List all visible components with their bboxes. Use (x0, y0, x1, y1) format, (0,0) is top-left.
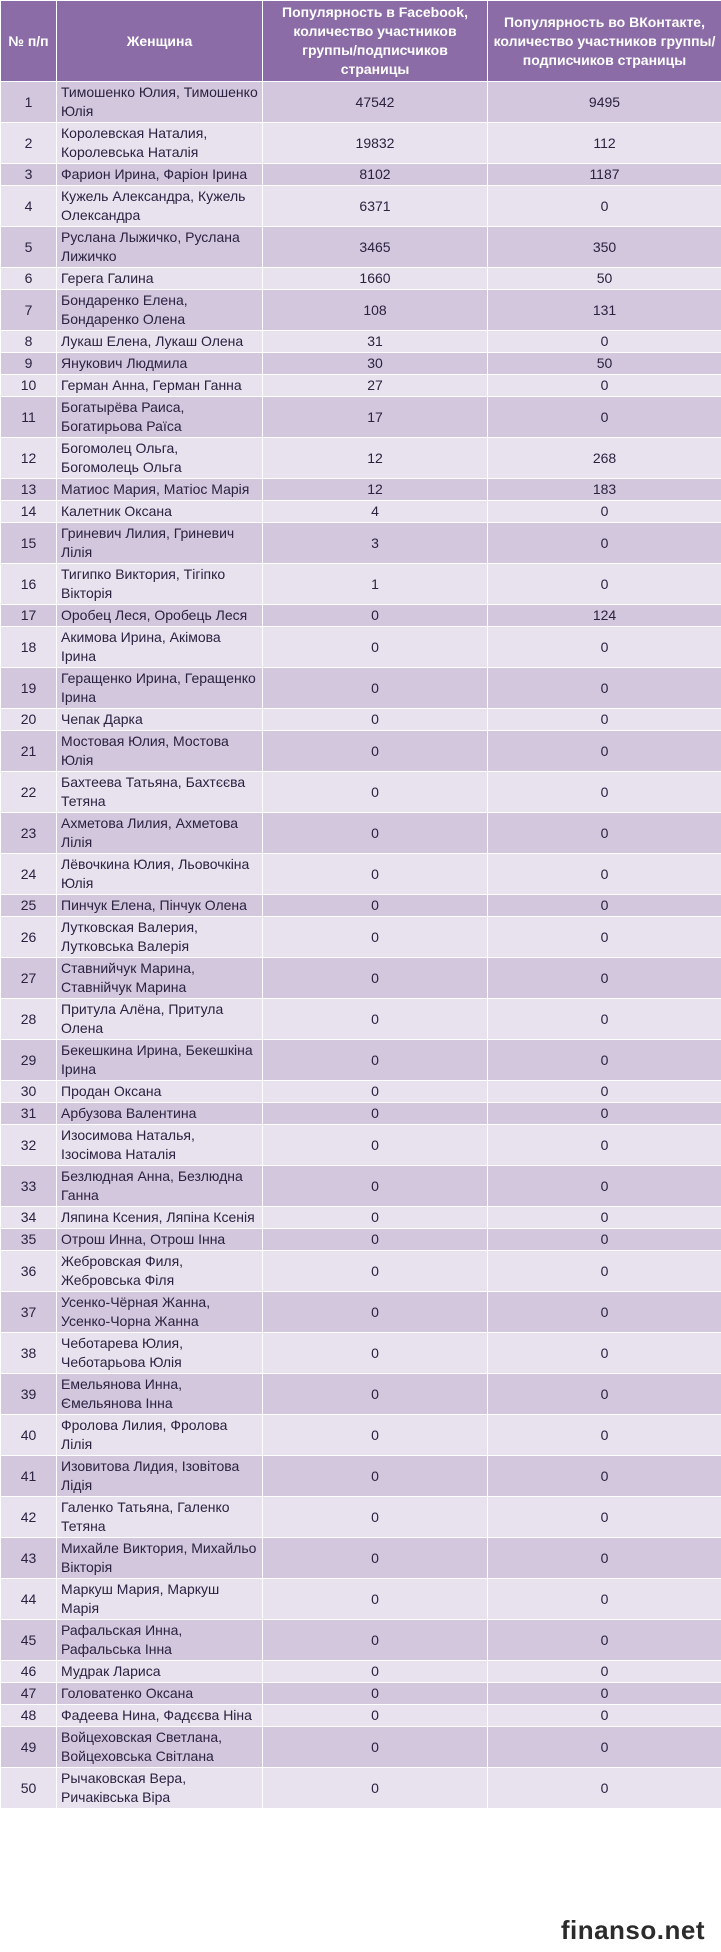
row-facebook-count: 3465 (263, 227, 488, 268)
row-number: 45 (1, 1620, 57, 1661)
row-vkontakte-count: 0 (488, 1538, 721, 1579)
row-facebook-count: 0 (263, 1125, 488, 1166)
row-vkontakte-count: 0 (488, 731, 721, 772)
row-vkontakte-count: 0 (488, 1251, 721, 1292)
row-facebook-count: 0 (263, 854, 488, 895)
row-woman-name: Лёвочкина Юлия, Льовочкіна Юлія (57, 854, 263, 895)
row-woman-name: Изосимова Наталья, Ізосімова Наталія (57, 1125, 263, 1166)
row-facebook-count: 0 (263, 1683, 488, 1705)
table-row (1, 854, 721, 895)
row-facebook-count: 0 (263, 895, 488, 917)
table-row (1, 397, 721, 438)
row-facebook-count: 0 (263, 1251, 488, 1292)
row-number: 41 (1, 1456, 57, 1497)
row-facebook-count: 0 (263, 1661, 488, 1683)
row-number: 16 (1, 564, 57, 605)
row-vkontakte-count: 0 (488, 772, 721, 813)
header-woman: Женщина (57, 1, 263, 82)
row-facebook-count: 0 (263, 917, 488, 958)
row-woman-name: Королевская Наталия, Королевська Наталія (57, 123, 263, 164)
row-facebook-count: 0 (263, 1333, 488, 1374)
row-facebook-count: 0 (263, 1374, 488, 1415)
header-vkontakte: Популярность во ВКонтакте, количество участников группы/подписчиков страницы (488, 1, 721, 82)
row-vkontakte-count: 0 (488, 1081, 721, 1103)
row-vkontakte-count: 0 (488, 1374, 721, 1415)
row-number: 30 (1, 1081, 57, 1103)
row-vkontakte-count: 0 (488, 813, 721, 854)
row-vkontakte-count: 0 (488, 1166, 721, 1207)
row-facebook-count: 3 (263, 523, 488, 564)
table-row (1, 668, 721, 709)
table-row (1, 1661, 721, 1683)
row-facebook-count: 0 (263, 772, 488, 813)
table-row (1, 1292, 721, 1333)
row-facebook-count: 30 (263, 353, 488, 375)
row-facebook-count: 31 (263, 331, 488, 353)
row-number: 37 (1, 1292, 57, 1333)
row-woman-name: Ахметова Лилия, Ахметова Лілія (57, 813, 263, 854)
table-row (1, 123, 721, 164)
row-number: 50 (1, 1768, 57, 1809)
row-woman-name: Бекешкина Ирина, Бекешкіна Ірина (57, 1040, 263, 1081)
row-woman-name: Янукович Людмила (57, 353, 263, 375)
row-facebook-count: 47542 (263, 82, 488, 123)
header-row (1, 1, 721, 82)
row-facebook-count: 0 (263, 1207, 488, 1229)
row-vkontakte-count: 0 (488, 186, 721, 227)
row-facebook-count: 0 (263, 1415, 488, 1456)
row-woman-name: Фролова Лилия, Фролова Лілія (57, 1415, 263, 1456)
row-number: 33 (1, 1166, 57, 1207)
row-number: 23 (1, 813, 57, 854)
row-vkontakte-count: 0 (488, 1207, 721, 1229)
row-facebook-count: 8102 (263, 164, 488, 186)
row-vkontakte-count: 0 (488, 1103, 721, 1125)
table-row (1, 1415, 721, 1456)
row-number: 36 (1, 1251, 57, 1292)
row-woman-name: Мудрак Лариса (57, 1661, 263, 1683)
row-number: 29 (1, 1040, 57, 1081)
table-row (1, 1333, 721, 1374)
row-vkontakte-count: 0 (488, 523, 721, 564)
table-row (1, 1125, 721, 1166)
row-woman-name: Рычаковская Вера, Ричаківська Віра (57, 1768, 263, 1809)
table-row (1, 268, 721, 290)
table-row (1, 627, 721, 668)
table-row (1, 813, 721, 854)
table-row (1, 731, 721, 772)
row-woman-name: Геращенко Ирина, Геращенко Ірина (57, 668, 263, 709)
row-number: 49 (1, 1727, 57, 1768)
row-number: 25 (1, 895, 57, 917)
row-woman-name: Галенко Татьяна, Галенко Тетяна (57, 1497, 263, 1538)
row-number: 39 (1, 1374, 57, 1415)
table-row (1, 1497, 721, 1538)
table-row (1, 186, 721, 227)
row-woman-name: Кужель Александра, Кужель Олександра (57, 186, 263, 227)
row-number: 28 (1, 999, 57, 1040)
row-facebook-count: 0 (263, 958, 488, 999)
row-woman-name: Жебровская Филя, Жебровська Філя (57, 1251, 263, 1292)
row-number: 2 (1, 123, 57, 164)
row-woman-name: Михайле Виктория, Михайльо Вікторія (57, 1538, 263, 1579)
table-row (1, 353, 721, 375)
row-vkontakte-count: 0 (488, 1727, 721, 1768)
table-row (1, 564, 721, 605)
row-woman-name: Отрош Инна, Отрош Інна (57, 1229, 263, 1251)
row-vkontakte-count: 0 (488, 1229, 721, 1251)
row-woman-name: Фарион Ирина, Фаріон Ірина (57, 164, 263, 186)
row-facebook-count: 0 (263, 1229, 488, 1251)
row-vkontakte-count: 0 (488, 668, 721, 709)
row-woman-name: Емельянова Инна, Ємельянова Інна (57, 1374, 263, 1415)
row-number: 15 (1, 523, 57, 564)
row-woman-name: Тигипко Виктория, Тігіпко Вікторія (57, 564, 263, 605)
row-facebook-count: 0 (263, 1705, 488, 1727)
row-woman-name: Бахтеева Татьяна, Бахтєєва Тетяна (57, 772, 263, 813)
row-woman-name: Лукаш Елена, Лукаш Олена (57, 331, 263, 353)
table-row (1, 958, 721, 999)
row-facebook-count: 0 (263, 1081, 488, 1103)
row-number: 38 (1, 1333, 57, 1374)
row-woman-name: Маркуш Мария, Маркуш Марія (57, 1579, 263, 1620)
row-vkontakte-count: 0 (488, 397, 721, 438)
row-woman-name: Рафальская Инна, Рафальська Інна (57, 1620, 263, 1661)
row-number: 31 (1, 1103, 57, 1125)
row-vkontakte-count: 350 (488, 227, 721, 268)
row-number: 17 (1, 605, 57, 627)
table-row (1, 1103, 721, 1125)
header-number: № п/п (1, 1, 57, 82)
row-vkontakte-count: 0 (488, 999, 721, 1040)
row-woman-name: Акимова Ирина, Акімова Ірина (57, 627, 263, 668)
table-row (1, 82, 721, 123)
row-woman-name: Оробец Леся, Оробець Леся (57, 605, 263, 627)
row-number: 6 (1, 268, 57, 290)
row-number: 34 (1, 1207, 57, 1229)
table-row (1, 1768, 721, 1809)
table-row (1, 479, 721, 501)
row-woman-name: Лутковская Валерия, Лутковська Валерія (57, 917, 263, 958)
row-woman-name: Герман Анна, Герман Ганна (57, 375, 263, 397)
row-vkontakte-count: 0 (488, 1497, 721, 1538)
table-row (1, 917, 721, 958)
row-woman-name: Продан Оксана (57, 1081, 263, 1103)
table-row (1, 290, 721, 331)
row-vkontakte-count: 124 (488, 605, 721, 627)
row-woman-name: Тимошенко Юлия, Тимошенко Юлія (57, 82, 263, 123)
row-number: 42 (1, 1497, 57, 1538)
table-row (1, 1374, 721, 1415)
row-number: 47 (1, 1683, 57, 1705)
table-row (1, 1251, 721, 1292)
row-facebook-count: 0 (263, 627, 488, 668)
row-facebook-count: 0 (263, 1620, 488, 1661)
row-facebook-count: 0 (263, 1768, 488, 1809)
table-row (1, 1705, 721, 1727)
row-woman-name: Войцеховская Светлана, Войцеховська Світлана (57, 1727, 263, 1768)
table-row (1, 227, 721, 268)
table-header (1, 1, 721, 82)
row-facebook-count: 1 (263, 564, 488, 605)
site-watermark: finanso.net (553, 1913, 713, 1948)
row-vkontakte-count: 0 (488, 1415, 721, 1456)
row-facebook-count: 0 (263, 1538, 488, 1579)
row-facebook-count: 0 (263, 1727, 488, 1768)
row-woman-name: Матиос Мария, Матіос Марія (57, 479, 263, 501)
row-facebook-count: 12 (263, 438, 488, 479)
row-number: 40 (1, 1415, 57, 1456)
row-vkontakte-count: 0 (488, 331, 721, 353)
row-woman-name: Руслана Лыжичко, Руслана Лижичко (57, 227, 263, 268)
row-vkontakte-count: 50 (488, 353, 721, 375)
row-number: 43 (1, 1538, 57, 1579)
row-woman-name: Пинчук Елена, Пінчук Олена (57, 895, 263, 917)
row-woman-name: Усенко-Чёрная Жанна, Усенко-Чорна Жанна (57, 1292, 263, 1333)
row-number: 9 (1, 353, 57, 375)
row-woman-name: Головатенко Оксана (57, 1683, 263, 1705)
row-number: 11 (1, 397, 57, 438)
row-vkontakte-count: 0 (488, 564, 721, 605)
row-woman-name: Ляпина Ксения, Ляпіна Ксенія (57, 1207, 263, 1229)
row-vkontakte-count: 0 (488, 1768, 721, 1809)
table-row (1, 523, 721, 564)
row-woman-name: Богомолец Ольга, Богомолець Ольга (57, 438, 263, 479)
row-woman-name: Притула Алёна, Притула Олена (57, 999, 263, 1040)
table-row (1, 1538, 721, 1579)
row-woman-name: Гриневич Лилия, Гриневич Лілія (57, 523, 263, 564)
row-woman-name: Фадеева Нина, Фадєєва Ніна (57, 1705, 263, 1727)
table-row (1, 438, 721, 479)
row-number: 5 (1, 227, 57, 268)
row-facebook-count: 0 (263, 605, 488, 627)
row-vkontakte-count: 0 (488, 1456, 721, 1497)
row-facebook-count: 0 (263, 1040, 488, 1081)
row-vkontakte-count: 268 (488, 438, 721, 479)
table-body (1, 82, 721, 1809)
row-number: 13 (1, 479, 57, 501)
table-row (1, 895, 721, 917)
row-facebook-count: 1660 (263, 268, 488, 290)
row-number: 1 (1, 82, 57, 123)
row-number: 27 (1, 958, 57, 999)
row-facebook-count: 19832 (263, 123, 488, 164)
row-facebook-count: 0 (263, 1103, 488, 1125)
row-vkontakte-count: 0 (488, 501, 721, 523)
row-woman-name: Чеботарева Юлия, Чеботарьова Юлія (57, 1333, 263, 1374)
table-row (1, 1081, 721, 1103)
table-row (1, 1683, 721, 1705)
row-vkontakte-count: 131 (488, 290, 721, 331)
row-number: 32 (1, 1125, 57, 1166)
row-facebook-count: 0 (263, 813, 488, 854)
row-vkontakte-count: 0 (488, 1333, 721, 1374)
row-vkontakte-count: 9495 (488, 82, 721, 123)
table-row (1, 605, 721, 627)
row-number: 19 (1, 668, 57, 709)
row-woman-name: Изовитова Лидия, Ізовітова Лідія (57, 1456, 263, 1497)
row-facebook-count: 0 (263, 1456, 488, 1497)
row-facebook-count: 6371 (263, 186, 488, 227)
row-facebook-count: 12 (263, 479, 488, 501)
row-woman-name: Мостовая Юлия, Мостова Юлія (57, 731, 263, 772)
row-woman-name: Ставнийчук Марина, Ставнійчук Марина (57, 958, 263, 999)
row-number: 3 (1, 164, 57, 186)
row-facebook-count: 4 (263, 501, 488, 523)
row-number: 4 (1, 186, 57, 227)
row-facebook-count: 0 (263, 1292, 488, 1333)
row-vkontakte-count: 0 (488, 895, 721, 917)
row-number: 35 (1, 1229, 57, 1251)
row-woman-name: Арбузова Валентина (57, 1103, 263, 1125)
table-row (1, 501, 721, 523)
row-woman-name: Бондаренко Елена, Бондаренко Олена (57, 290, 263, 331)
row-facebook-count: 0 (263, 1579, 488, 1620)
row-number: 7 (1, 290, 57, 331)
table-row (1, 772, 721, 813)
row-facebook-count: 0 (263, 709, 488, 731)
row-facebook-count: 0 (263, 999, 488, 1040)
row-facebook-count: 108 (263, 290, 488, 331)
row-number: 18 (1, 627, 57, 668)
row-woman-name: Калетник Оксана (57, 501, 263, 523)
header-facebook: Популярность в Facebook, количество участников группы/подписчиков страницы (263, 1, 488, 82)
row-number: 26 (1, 917, 57, 958)
row-vkontakte-count: 0 (488, 1661, 721, 1683)
table-row (1, 1166, 721, 1207)
row-number: 44 (1, 1579, 57, 1620)
row-vkontakte-count: 0 (488, 1125, 721, 1166)
row-number: 48 (1, 1705, 57, 1727)
row-facebook-count: 0 (263, 1166, 488, 1207)
row-number: 21 (1, 731, 57, 772)
table-row (1, 1579, 721, 1620)
row-number: 20 (1, 709, 57, 731)
row-vkontakte-count: 0 (488, 627, 721, 668)
row-facebook-count: 27 (263, 375, 488, 397)
row-vkontakte-count: 0 (488, 375, 721, 397)
row-woman-name: Богатырёва Раиса, Богатирьова Раїса (57, 397, 263, 438)
row-vkontakte-count: 0 (488, 1040, 721, 1081)
table-row (1, 1456, 721, 1497)
row-number: 24 (1, 854, 57, 895)
row-facebook-count: 17 (263, 397, 488, 438)
row-vkontakte-count: 50 (488, 268, 721, 290)
table-row (1, 709, 721, 731)
row-vkontakte-count: 0 (488, 917, 721, 958)
row-vkontakte-count: 0 (488, 958, 721, 999)
row-facebook-count: 0 (263, 668, 488, 709)
table-row (1, 1620, 721, 1661)
table-row (1, 1040, 721, 1081)
row-vkontakte-count: 0 (488, 1620, 721, 1661)
table-row (1, 331, 721, 353)
row-vkontakte-count: 0 (488, 854, 721, 895)
row-number: 8 (1, 331, 57, 353)
row-vkontakte-count: 0 (488, 1292, 721, 1333)
row-vkontakte-count: 0 (488, 1579, 721, 1620)
row-facebook-count: 0 (263, 731, 488, 772)
row-vkontakte-count: 0 (488, 1683, 721, 1705)
table-row (1, 1727, 721, 1768)
row-woman-name: Герега Галина (57, 268, 263, 290)
row-vkontakte-count: 1187 (488, 164, 721, 186)
table-row (1, 1207, 721, 1229)
row-vkontakte-count: 0 (488, 1705, 721, 1727)
row-vkontakte-count: 0 (488, 709, 721, 731)
row-number: 46 (1, 1661, 57, 1683)
table-row (1, 375, 721, 397)
row-vkontakte-count: 183 (488, 479, 721, 501)
table-row (1, 164, 721, 186)
row-vkontakte-count: 112 (488, 123, 721, 164)
row-number: 22 (1, 772, 57, 813)
row-number: 14 (1, 501, 57, 523)
table-row (1, 1229, 721, 1251)
row-number: 12 (1, 438, 57, 479)
row-facebook-count: 0 (263, 1497, 488, 1538)
row-woman-name: Чепак Дарка (57, 709, 263, 731)
row-woman-name: Безлюдная Анна, Безлюдна Ганна (57, 1166, 263, 1207)
row-number: 10 (1, 375, 57, 397)
table-row (1, 999, 721, 1040)
